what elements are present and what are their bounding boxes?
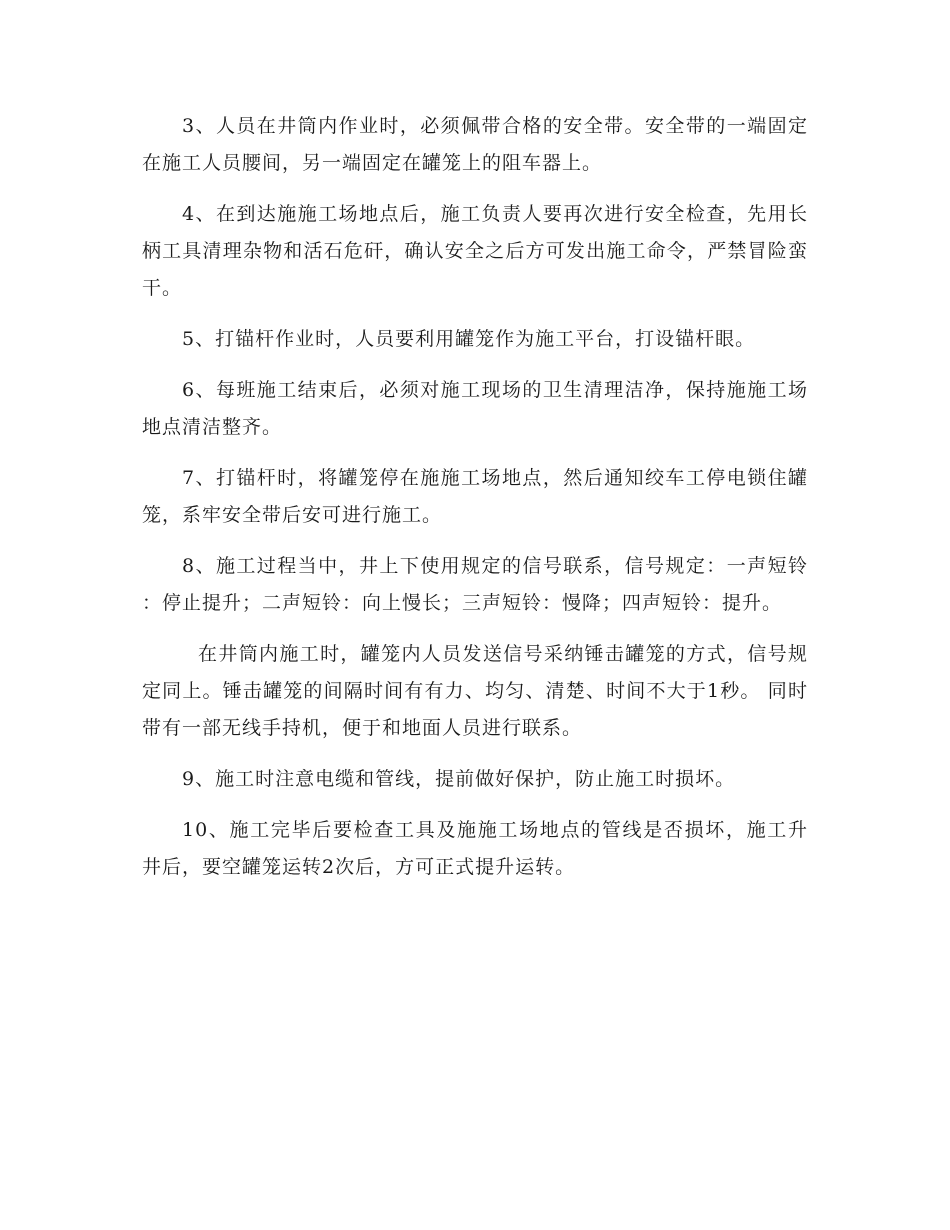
paragraph-signal-method: 在井筒内施工时，罐笼内人员发送信号采纳锤击罐笼的方式，信号规定同上。锤击罐笼的间隔时间有有力、均匀、清楚、时间不大于1秒。 同时带有一部无线手持机，便于和地面人员进行联系。	[142, 643, 808, 739]
paragraph-item-7: 7、打锚杆时，将罐笼停在施施工场地点，然后通知绞车工停电锁住罐笼，系牢安全带后安可进行施工。	[142, 467, 808, 526]
paragraph-item-4: 4、在到达施施工场地点后，施工负责人要再次进行安全检查，先用长柄工具清理杂物和活石危矸，确认安全之后方可发出施工命令，严禁冒险蛮干。	[142, 203, 808, 299]
paragraph-item-9: 9、施工时注意电缆和管线，提前做好保护，防止施工时损坏。	[182, 768, 736, 790]
paragraph-item-8: 8、施工过程当中，井上下使用规定的信号联系，信号规定：一声短铃 ：停止提升；二声短铃：向上慢长；三声短铃：慢降；四声短铃：提升。	[142, 555, 808, 614]
paragraph-item-6: 6、每班施工结束后，必须对施工现场的卫生清理洁净，保持施施工场地点清洁整齐。	[142, 379, 808, 438]
paragraph-item-10: 10、施工完毕后要检查工具及施施工场地点的管线是否损坏，施工升井后，要空罐笼运转2次后，方可正式提升运转。	[142, 819, 808, 878]
paragraph-item-3: 3、人员在井筒内作业时，必须佩带合格的安全带。安全带的一端固定在施工人员腰间，另一端固定在罐笼上的阻车器上。	[142, 115, 808, 174]
paragraph-item-5: 5、打锚杆作业时，人员要利用罐笼作为施工平台，打设锚杆眼。	[182, 328, 756, 350]
document-body	[142, 108, 808, 900]
